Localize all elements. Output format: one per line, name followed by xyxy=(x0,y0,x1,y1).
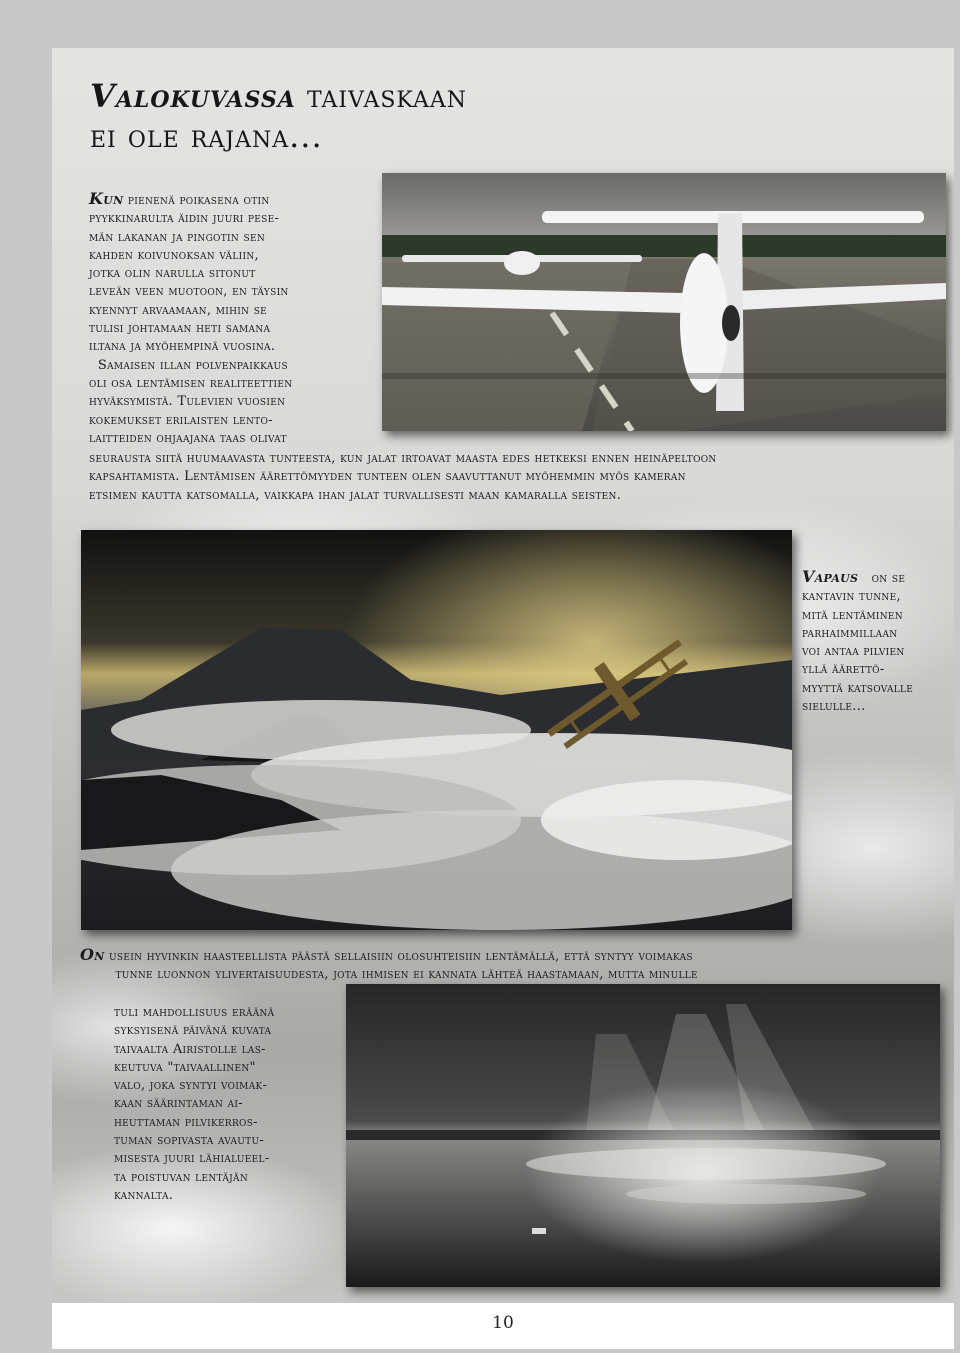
paragraph-freedom xyxy=(802,568,952,716)
nature-line: usein hyvinkin haasteellista päästä sellaisiin olosuhteisiin lentämällä, että syntyy voimakas xyxy=(109,949,693,964)
light-line: taivaalta Airistolle las- xyxy=(114,1041,266,1057)
light-line: kaan säärintaman ai- xyxy=(114,1096,243,1112)
nature-line: tunne luonnon ylivertaisuudesta, jota ihmisen ei kannata lähteä haastamaan, mutta minulle xyxy=(115,967,698,983)
magazine-page xyxy=(52,48,954,1303)
page-title xyxy=(90,76,467,156)
glider-photo xyxy=(382,173,946,431)
light-line: syksyisenä päivänä kuvata xyxy=(114,1023,272,1039)
intro-line: jotka olin narulla sitonut xyxy=(89,266,256,282)
intro-line: pyykkinarulta äidin juuri pese- xyxy=(89,211,280,227)
freedom-line: on se xyxy=(871,571,906,586)
page-footer xyxy=(52,1303,954,1349)
intro-wide-line: seurausta siitä huumaavasta tunteesta, kun jalat irtoavat maasta edes hetkeksi ennen heinäpeltoon xyxy=(89,451,717,466)
paragraph-intro xyxy=(89,190,393,448)
paragraph-light xyxy=(114,1004,346,1205)
intro-line: hyväksymistä. Tulevien vuosien xyxy=(89,394,286,410)
title-line2: ei ole rajana... xyxy=(90,117,323,155)
intro-line: leveän veen muotoon, en täysin xyxy=(89,284,289,300)
light-line: kannalta. xyxy=(114,1187,174,1203)
paragraph-nature xyxy=(80,946,950,985)
intro-line: kahden koivunoksan väliin, xyxy=(89,247,259,263)
light-line: tuman sopivasta avautu- xyxy=(114,1133,265,1149)
freedom-line: parhaimmillaan xyxy=(802,625,898,641)
intro-wide-line: kapsahtamista. Lentämisen äärettömyyden tunteen olen saavuttanut myöhemmin myös kameran xyxy=(89,469,686,485)
intro-line: tulisi johtamaan heti samana xyxy=(89,321,271,337)
title-lead: Valokuvassa xyxy=(90,77,296,115)
intro-line: män lakanan ja pingotin sen xyxy=(89,229,266,245)
intro-line: kyennyt arvaamaan, mihin se xyxy=(89,302,268,318)
freedom-line: myyttä katsovalle xyxy=(802,680,914,696)
light-line: valo, joka syntyi voimak- xyxy=(114,1078,268,1094)
freedom-line: sielulle... xyxy=(802,699,866,715)
nature-lead-word: On xyxy=(80,945,105,964)
page-number: 10 xyxy=(492,1313,514,1333)
freedom-line: mitä lentäminen xyxy=(802,607,903,623)
light-line: tuli mahdollisuus eräänä xyxy=(114,1005,275,1020)
intro-line: iltana ja myöhempinä vuosina. xyxy=(89,339,276,355)
sea-light-rays-photo xyxy=(346,984,940,1287)
intro-line: oli osa lentämisen realiteettien xyxy=(89,375,293,391)
freedom-line: yllä äärettö- xyxy=(802,662,885,678)
freedom-lead-word: Vapaus xyxy=(802,567,859,586)
light-line: keutuva "taivaallinen" xyxy=(114,1059,256,1075)
intro-wide-line: etsimen kautta katsomalla, vaikkapa ihan jalat turvallisesti maan kamaralla seisten. xyxy=(89,487,622,503)
light-line: ta poistuvan lentäjän xyxy=(114,1169,248,1185)
light-line: misesta juuri lähialueel- xyxy=(114,1151,270,1167)
intro-line: Samaisen illan polvenpaikkaus xyxy=(97,357,288,373)
intro-lead-word: Kun xyxy=(89,189,124,208)
freedom-line: kantavin tunne, xyxy=(802,589,901,605)
paragraph-intro-continued xyxy=(89,450,949,505)
intro-line: kokemukset erilaisten lento- xyxy=(89,412,273,428)
intro-line: pienenä poikasena otin xyxy=(127,193,270,208)
light-line: heuttaman pilvikerros- xyxy=(114,1114,258,1130)
freedom-line: voi antaa pilvien xyxy=(802,644,905,660)
title-rest: taivaskaan xyxy=(307,77,468,115)
biplane-over-clouds-photo xyxy=(81,530,792,930)
intro-line: laitteiden ohjaajana taas olivat xyxy=(89,430,287,446)
